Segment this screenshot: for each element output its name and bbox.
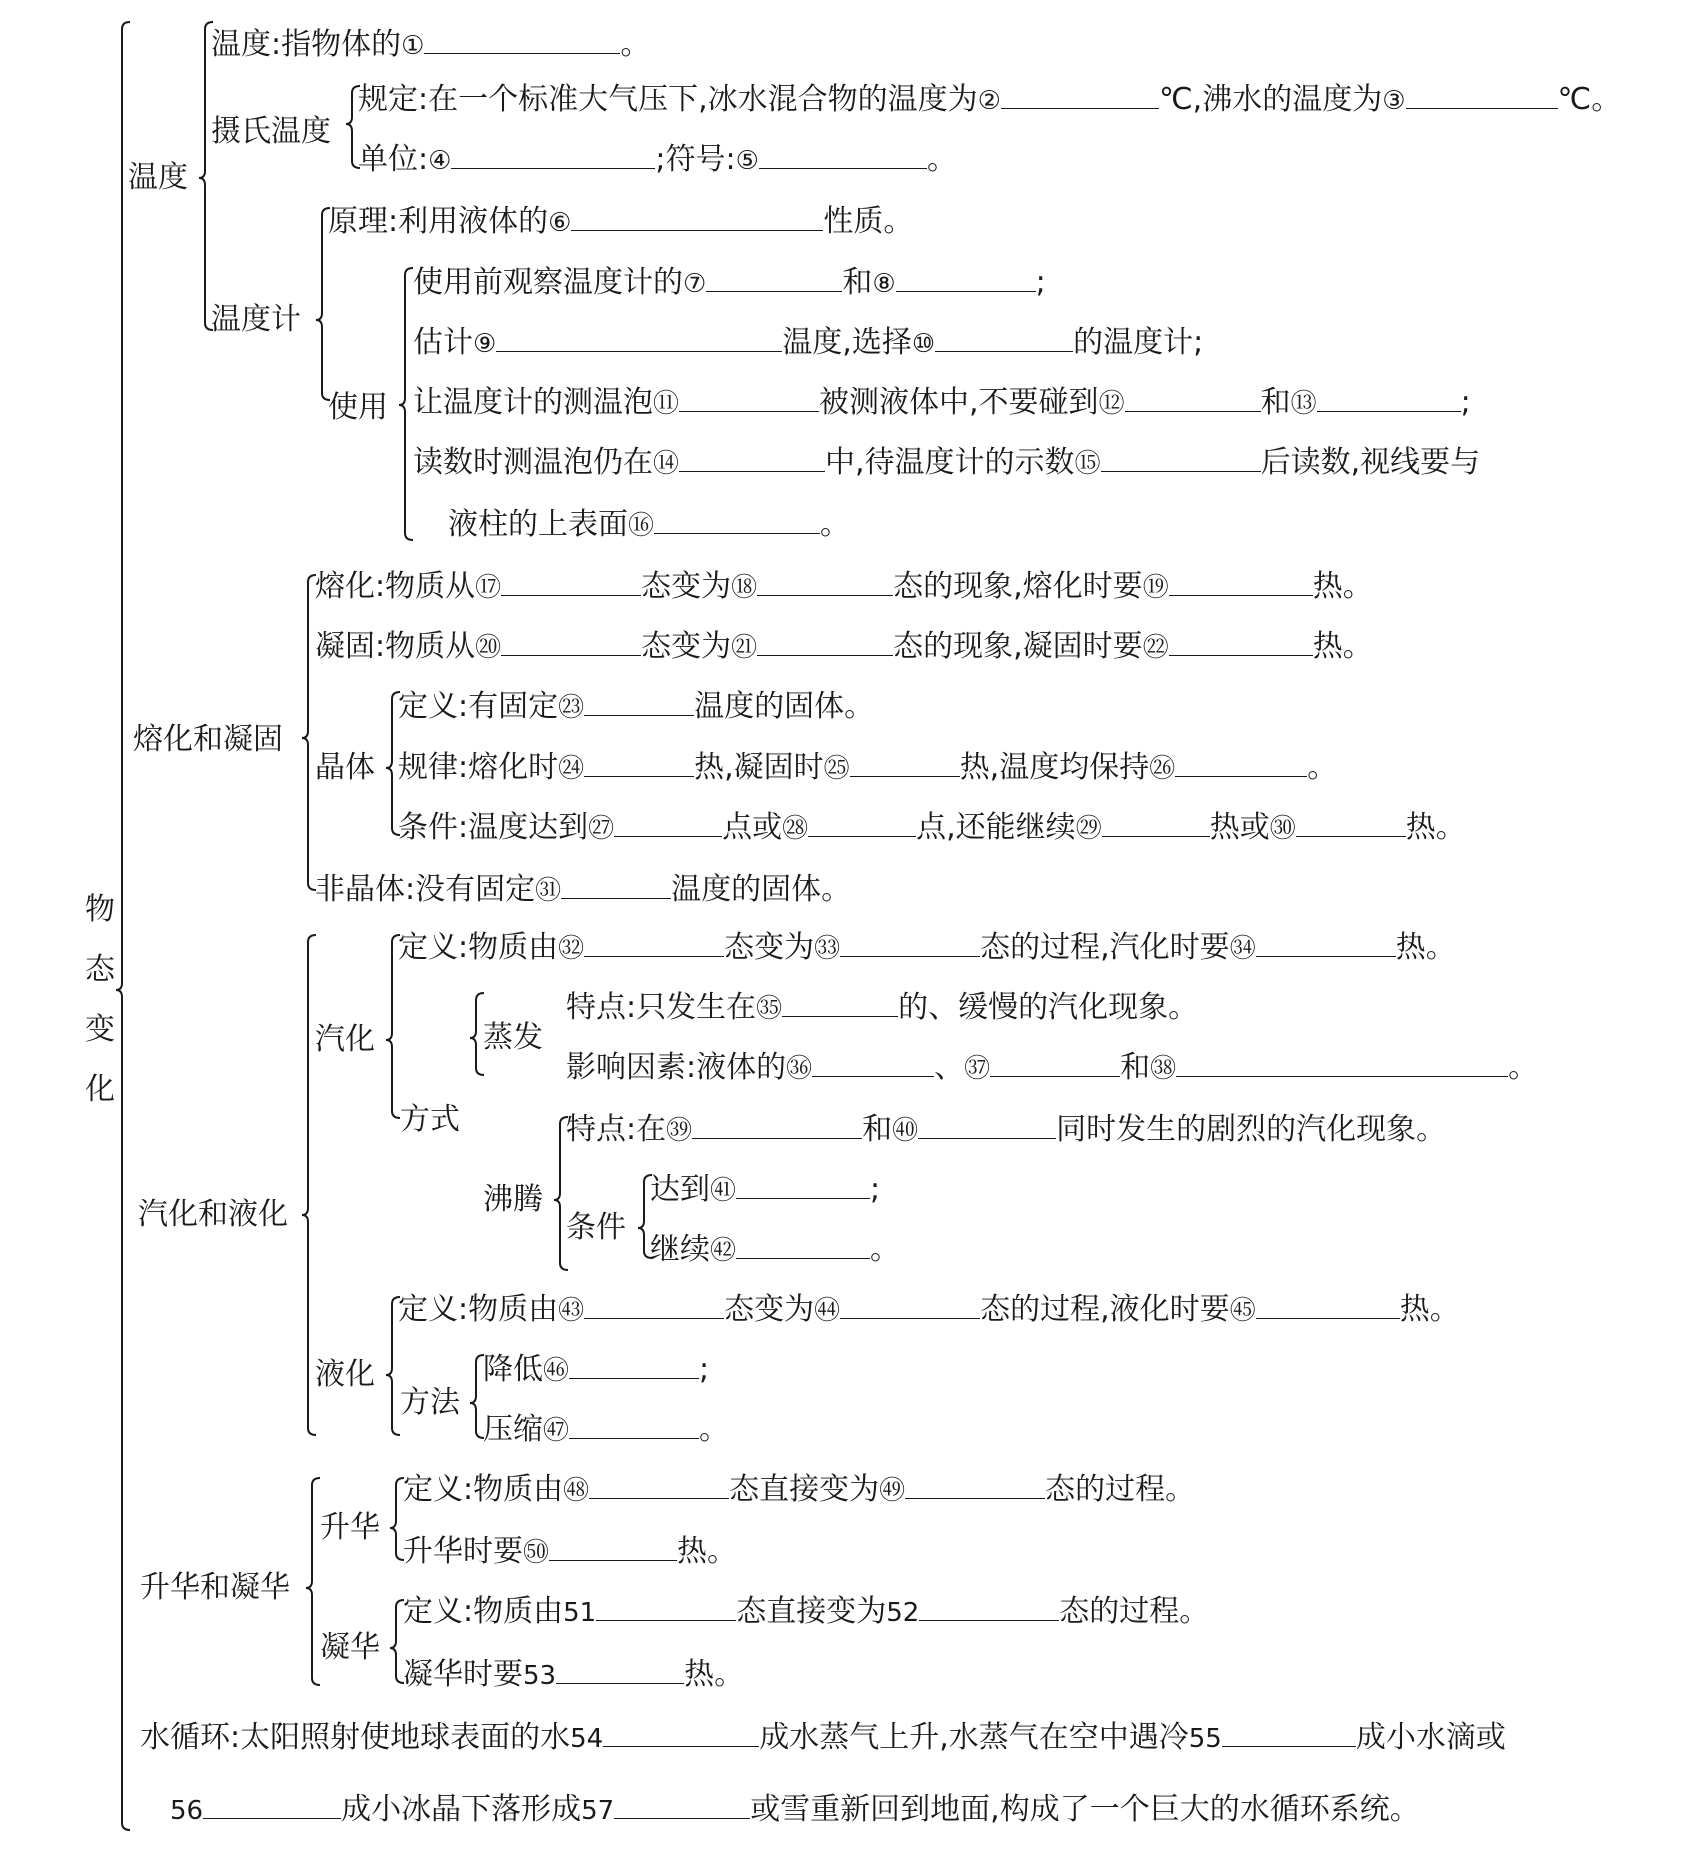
answer-blank[interactable] [501,570,641,596]
answer-blank[interactable] [757,630,893,656]
answer-blank[interactable] [840,931,980,957]
answer-blank[interactable] [614,1793,750,1819]
text: 被测液体中,不要碰到 [819,385,1099,420]
text: ; [1460,385,1471,420]
blank-number: ㉑ [731,633,758,663]
text: ; [870,1172,881,1207]
answer-blank[interactable] [679,386,819,412]
answer-blank[interactable] [571,205,823,231]
answer-blank[interactable] [451,143,655,169]
blank-number: ㉚ [1269,814,1296,844]
water-cycle-line-1 [140,1718,1506,1758]
blank-number: ㊾ [879,1476,906,1506]
evap-feature [566,988,1198,1028]
answer-blank[interactable] [935,326,1073,352]
answer-blank[interactable] [584,751,694,777]
text: 温度,选择 [782,325,912,360]
amorphous-line [315,870,851,910]
text: 压缩 [483,1412,543,1447]
blank-number: ㊿ [523,1538,550,1568]
answer-blank[interactable] [1296,811,1406,837]
answer-blank[interactable] [736,1233,870,1259]
blank-number: ㉕ [823,754,850,784]
text: 温度:指物体的 [211,27,402,62]
blank-number: ㊹ [814,1296,841,1326]
answer-blank[interactable] [501,630,641,656]
text: ; [699,1352,710,1387]
blank-number: ㊲ [964,1054,991,1084]
text: 热。 [1405,810,1466,845]
blank-number: ㊳ [1150,1054,1177,1084]
label-vaporize: 汽化 [315,1022,375,1057]
answer-blank[interactable] [1102,811,1210,837]
root-char: 态 [85,952,115,987]
answer-blank[interactable] [759,143,927,169]
blank-number: ㉒ [1142,633,1169,663]
blank-number: 54 [570,1724,604,1754]
text: 后读数,视线要与 [1260,445,1481,480]
blank-number: ② [977,86,1001,116]
text: 温度的固体。 [694,689,875,724]
text: 液柱的上表面 [448,507,628,542]
text: 、 [934,1050,965,1085]
text: 的、缓慢的汽化现象。 [898,990,1199,1025]
text: 条件:温度达到 [398,810,589,845]
label-celsius: 摄氏温度 [211,114,331,149]
blank-number: 56 [170,1796,204,1826]
answer-blank[interactable] [614,811,722,837]
answer-blank[interactable] [919,1595,1059,1621]
crystal-condition [398,808,1466,848]
blank-number: ⑯ [628,511,655,541]
blank-number: ㊺ [1229,1296,1256,1326]
answer-blank[interactable] [424,28,620,54]
text: 凝固:物质从 [315,629,476,664]
answer-blank[interactable] [569,1413,699,1439]
liq-method-1 [483,1350,709,1390]
liquefy-definition [398,1290,1460,1330]
section-water-cycle: 水循环: [140,1720,241,1755]
text: 热。 [677,1534,738,1569]
text: 态的过程,汽化时要 [980,930,1230,965]
text: 。 [1508,1050,1539,1085]
text: 态变为 [724,930,815,965]
label-boiling: 沸腾 [483,1182,543,1217]
answer-blank[interactable] [569,1353,699,1379]
text: 单位: [358,142,429,177]
answer-blank[interactable] [990,1051,1120,1077]
answer-blank[interactable] [203,1793,341,1819]
text: ;符号: [655,142,736,177]
label-sublimate: 升华 [320,1510,380,1545]
root-char: 变 [85,1012,115,1047]
text: 点或 [722,810,783,845]
sub-definition [403,1470,1195,1510]
blank-number: ㉖ [1149,754,1176,784]
answer-blank[interactable] [654,508,820,534]
text: 热或 [1209,810,1270,845]
text: 。 [926,142,957,177]
section-temperature: 温度 [128,160,188,195]
text: 性质。 [823,204,914,239]
text: 规律:熔化时 [398,750,559,785]
label-method: 方式 [400,1102,460,1137]
liq-method-2 [483,1410,729,1450]
label-liq-method: 方法 [400,1385,460,1420]
text: ℃,沸水的温度为 [1158,82,1383,117]
usage-5 [448,505,850,545]
text: 热,凝固时 [694,750,824,785]
blank-number: ⑨ [473,329,497,359]
text: 定义:有固定 [398,689,559,724]
answer-blank[interactable] [589,1473,729,1499]
section-vaporization: 汽化和液化 [138,1197,288,1232]
text: 或雪重新回到地面,构成了一个巨大的水循环系统。 [750,1792,1420,1827]
text: 态变为 [641,569,732,604]
text: 态直接变为 [736,1594,887,1629]
text: 原理:利用液体的 [328,204,549,239]
text: 态的现象,熔化时要 [893,569,1143,604]
text: 热。 [1395,930,1456,965]
blank-number: 51 [563,1598,597,1628]
answer-blank[interactable] [1406,83,1558,109]
section-sublimation: 升华和凝华 [140,1570,290,1605]
blank-number: ㊼ [543,1416,570,1446]
answer-blank[interactable] [1256,1293,1400,1319]
label-thermometer: 温度计 [211,302,301,337]
crystal-rule [398,748,1337,788]
text: 。 [820,507,851,542]
text: 成水蒸气上升,水蒸气在空中遇冷 [759,1720,1189,1755]
text: 非晶体:没有固定 [315,872,536,907]
answer-blank[interactable] [1317,386,1461,412]
blank-number: 53 [523,1661,557,1691]
answer-blank[interactable] [1125,386,1261,412]
usage-2 [413,323,1203,363]
answer-blank[interactable] [736,1173,870,1199]
text: 温度的固体。 [671,872,852,907]
brace-sublimate [390,1478,404,1560]
text: 态的现象,凝固时要 [893,629,1143,664]
text: 定义:物质由 [398,1292,559,1327]
blank-number: ㉙ [1075,814,1102,844]
text: 降低 [483,1352,543,1387]
text: 态的过程。 [1045,1472,1196,1507]
blank-number: ㉛ [535,876,562,906]
blank-number: ⑬ [1290,389,1317,419]
blank-number: ⑰ [475,573,502,603]
answer-blank[interactable] [1222,1721,1356,1747]
text: 继续 [650,1232,710,1267]
blank-number: ㉞ [1229,934,1256,964]
label-liquefy: 液化 [315,1357,375,1392]
blank-number: 55 [1188,1724,1222,1754]
blank-number: ⑧ [872,269,896,299]
label-crystal: 晶体 [315,750,375,785]
dep-heat [403,1655,744,1695]
usage-3 [413,383,1471,423]
text: 。 [1307,750,1338,785]
text: 特点:只发生在 [566,990,757,1025]
answer-blank[interactable] [496,326,782,352]
blank-number: ⑳ [475,633,502,663]
text: 使用前观察温度计的 [413,265,683,300]
brace-melting [302,575,316,890]
text: 升华时要 [403,1534,523,1569]
brace-liq-method [470,1355,484,1438]
answer-blank[interactable] [850,751,960,777]
blank-number: ③ [1382,86,1406,116]
answer-blank[interactable] [905,1473,1045,1499]
text: 的温度计; [1073,325,1204,360]
answer-blank[interactable] [1176,1051,1508,1077]
blank-number: ⑩ [911,329,936,359]
answer-blank[interactable] [1101,446,1261,472]
blank-number: ㊽ [563,1476,590,1506]
celsius-rule [358,80,1621,120]
text: 热。 [1312,629,1373,664]
answer-blank[interactable] [596,1595,736,1621]
answer-blank[interactable] [1169,630,1313,656]
freeze-line [315,627,1373,667]
answer-blank[interactable] [706,266,842,292]
blank-number: ㊻ [543,1356,570,1386]
text: 和 [862,1112,893,1147]
answer-blank[interactable] [757,570,893,596]
blank-number: 52 [886,1598,920,1628]
dep-definition [403,1592,1209,1632]
text: 中,待温度计的示数 [825,445,1075,480]
root-char: 化 [85,1072,115,1107]
text: 影响因素:液体的 [566,1050,787,1085]
boil-condition-1 [650,1170,880,1210]
text: 热,温度均保持 [959,750,1150,785]
text: 热。 [1399,1292,1460,1327]
blank-number: ⑫ [1098,389,1125,419]
brace-vaporization [302,935,316,1435]
label-evaporation: 蒸发 [483,1020,543,1055]
label-deposit: 凝华 [320,1630,380,1665]
text: 达到 [650,1172,710,1207]
brace-sublimation [306,1478,320,1685]
answer-blank[interactable] [808,811,916,837]
text: 热。 [1312,569,1373,604]
text: 规定:在一个标准大气压下,冰水混合物的温度为 [358,82,978,117]
text: ; [1035,265,1046,300]
boil-feature [566,1110,1446,1150]
text: 和 [842,265,873,300]
thermometer-principle [328,202,913,242]
blank-number: ㉜ [558,934,585,964]
answer-blank[interactable] [782,991,898,1017]
sub-heat [403,1532,737,1572]
text: 同时发生的剧烈的汽化现象。 [1056,1112,1447,1147]
text: 态变为 [724,1292,815,1327]
answer-blank[interactable] [679,446,825,472]
answer-blank[interactable] [1175,751,1307,777]
blank-number: ㊸ [558,1296,585,1326]
answer-blank[interactable] [1169,570,1313,596]
answer-blank[interactable] [896,266,1036,292]
answer-blank[interactable] [1256,931,1396,957]
blank-number: ㊴ [666,1116,693,1146]
text: 和 [1120,1050,1151,1085]
text: 定义:物质由 [403,1472,564,1507]
answer-blank[interactable] [812,1051,934,1077]
text: 读数时测温泡仍在 [413,445,653,480]
text: 成小冰晶下落形成 [341,1792,582,1827]
blank-number: ⑱ [731,573,758,603]
text: 特点:在 [566,1112,667,1147]
label-condition: 条件 [566,1210,626,1245]
answer-blank[interactable] [1001,83,1159,109]
blank-number: ④ [428,146,452,176]
blank-number: ⑪ [653,389,680,419]
blank-number: ㉔ [558,754,585,784]
answer-blank[interactable] [840,1293,980,1319]
blank-number: ⑤ [735,146,759,176]
melt-line [315,567,1373,607]
water-cycle-line-2 [170,1790,1420,1830]
blank-number: ㉟ [756,994,783,1024]
section-melting: 熔化和凝固 [133,722,283,757]
blank-number: ㊶ [710,1176,737,1206]
crystal-definition [398,687,874,727]
text: 热。 [684,1657,745,1692]
answer-blank[interactable] [561,873,671,899]
boil-condition-2 [650,1230,900,1270]
answer-blank[interactable] [549,1535,677,1561]
temp-definition [211,25,650,65]
text: 定义:物质由 [403,1594,564,1629]
blank-number: ① [401,31,425,61]
blank-number: ⑲ [1142,573,1169,603]
blank-number: ㊱ [786,1054,813,1084]
blank-number: ⑦ [683,269,707,299]
blank-number: ㉝ [814,934,841,964]
text: 估计 [413,325,473,360]
brace-deposit [390,1600,404,1683]
text: 。 [870,1232,901,1267]
text: 态的过程。 [1059,1594,1210,1629]
blank-number: ㉗ [588,814,615,844]
answer-blank[interactable] [556,1658,684,1684]
vapor-definition [398,928,1456,968]
text: 态直接变为 [729,1472,880,1507]
answer-blank[interactable] [584,690,694,716]
usage-4 [413,443,1480,483]
text: 点,还能继续 [916,810,1076,845]
blank-number: ㉘ [782,814,809,844]
text: 和 [1260,385,1291,420]
text: 熔化:物质从 [315,569,476,604]
text: ℃。 [1557,82,1622,117]
brace-usage [399,268,413,540]
text: 成小水滴或 [1355,1720,1506,1755]
text: 定义:物质由 [398,930,559,965]
blank-number: ㊵ [892,1116,919,1146]
root-char: 物 [85,892,115,927]
celsius-unit [358,140,957,180]
answer-blank[interactable] [584,931,724,957]
text: 凝华时要 [403,1657,523,1692]
brace-evaporation [470,993,484,1075]
blank-number: 57 [581,1796,615,1826]
blank-number: ⑭ [653,449,680,479]
text: 让温度计的测温泡 [413,385,653,420]
blank-number: ⑥ [548,208,572,238]
text: 。 [699,1412,730,1447]
answer-blank[interactable] [692,1113,862,1139]
answer-blank[interactable] [918,1113,1056,1139]
usage-1 [413,263,1046,303]
blank-number: ㊷ [710,1236,737,1266]
blank-number: ㉓ [558,693,585,723]
answer-blank[interactable] [603,1721,759,1747]
text: 。 [620,27,651,62]
brace-temperature [199,22,213,330]
label-usage: 使用 [328,390,388,425]
text: 态的过程,液化时要 [980,1292,1230,1327]
blank-number: ⑮ [1074,449,1101,479]
answer-blank[interactable] [584,1293,724,1319]
root-title [80,880,120,1120]
text: 态变为 [641,629,732,664]
text: 太阳照射使地球表面的水 [240,1720,571,1755]
evap-factors [566,1048,1538,1088]
